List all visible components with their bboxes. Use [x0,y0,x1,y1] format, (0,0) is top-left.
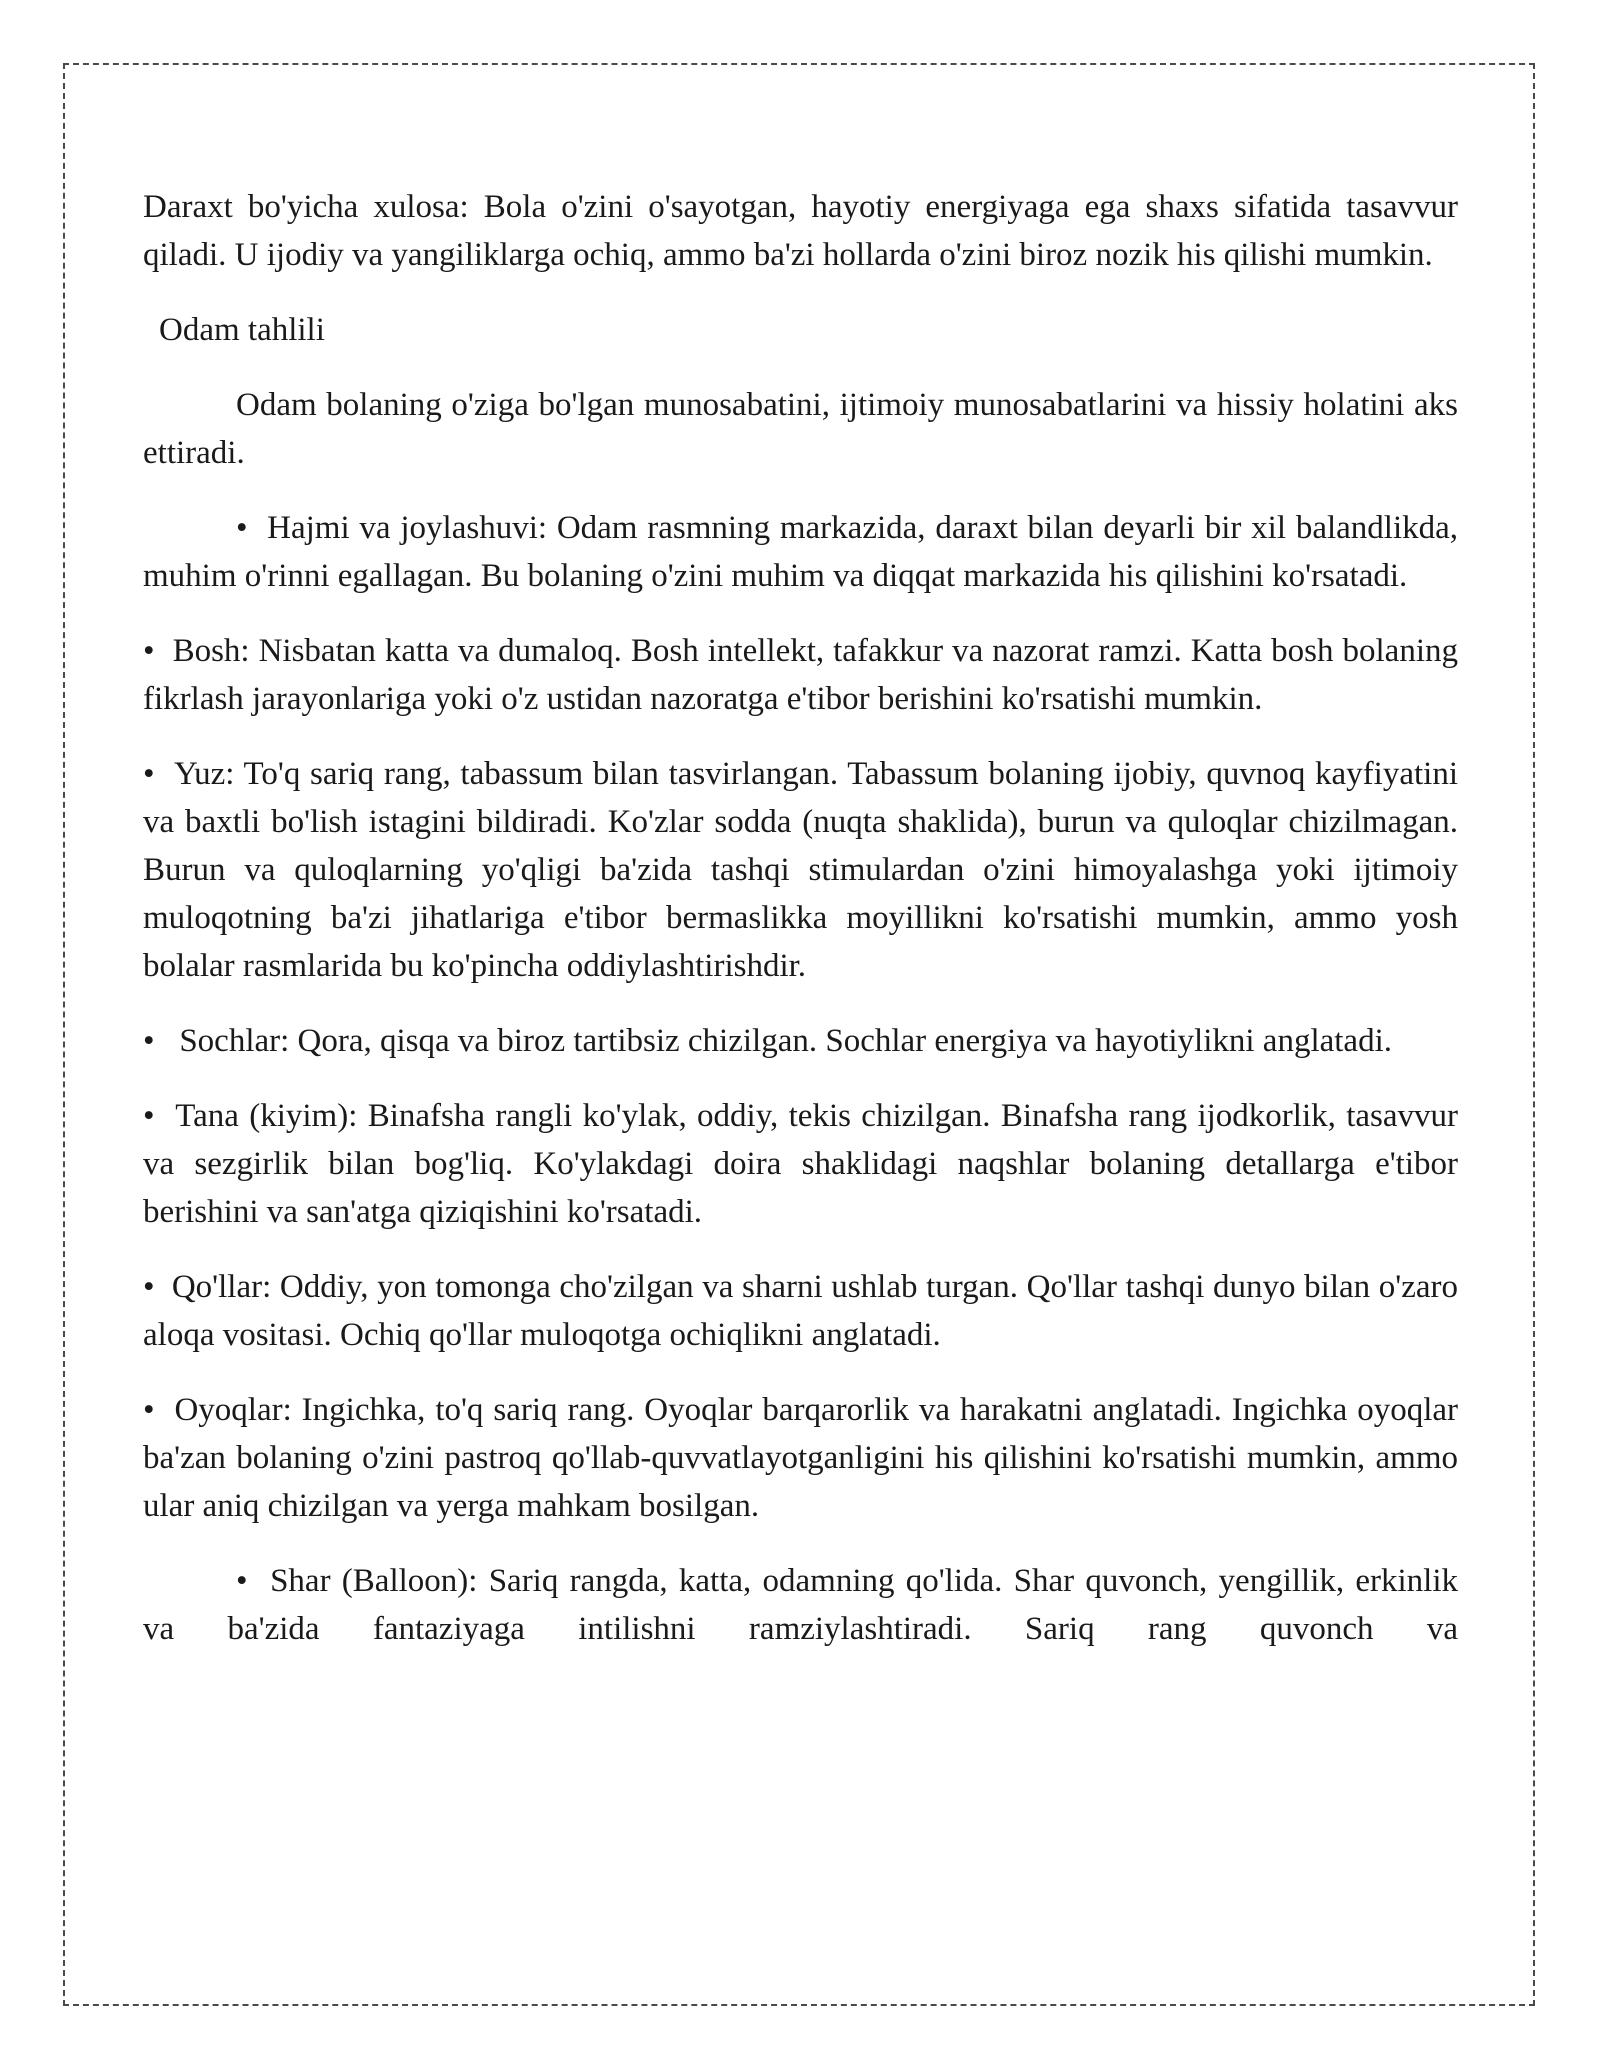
bullet-hair-text: Sochlar: Qora, qisqa va biroz tartibsiz chizilgan. Sochlar energiya va hayotiylikni anglatadi. [179,1023,1392,1059]
bullet-legs [143,1386,1458,1530]
bullet-balloon-text: Shar (Balloon): Sariq rangda, katta, odamning qo'lida. Shar quvonch, yengillik, erkinlik va ba'zida fantaziyaga intilishni ramziylashtiradi. Sariq rang quvonch va [143,1563,1459,1647]
intro-paragraph: Odam bolaning o'ziga bo'lgan munosabatini, ijtimoiy munosabatlarini va hissiy holatini aks ettiradi. [143,387,1458,471]
bullet-balloon [143,1557,1458,1653]
bullet-mark: • [143,1269,155,1305]
bullet-mark: • [143,1098,155,1134]
bullet-size [143,504,1458,600]
bullet-hair [143,1017,1458,1065]
bullet-head [143,627,1458,723]
bullet-size-text: Hajmi va joylashuvi: Odam rasmning markazida, daraxt bilan deyarli bir xil balandlikda, muhim o'rinni egallagan. Bu bolaning o'zini muhim va diqqat markazida his qilishini ko'rsatadi. [143,510,1459,594]
bullet-mark: • [143,756,155,792]
document-body [143,183,1458,1680]
bullet-mark: • [236,510,248,546]
section-heading: Odam tahlili [159,312,325,348]
bullet-face-text: Yuz: To'q sariq rang, tabassum bilan tasvirlangan. Tabassum bolaning ijobiy, quvnoq kayfiyatini va baxtli bo'lish istagini bildiradi. Ko'zlar sodda (nuqta shaklida), burun va quloqlar chizilmagan. Burun va quloqlarning yo'qligi ba'zida tashqi stimulardan o'zini himoyalashga yoki ijtimoiy muloqotning ba'zi jihatlariga e'tibor bermaslikka moyillikni ko'rsatishi mumkin, ammo yosh bolalar rasmlarida bu ko'pincha oddiylashtirishdir. [143,756,1458,984]
bullet-mark: • [236,1563,248,1599]
bullet-hands-text: Qo'llar: Oddiy, yon tomonga cho'zilgan va sharni ushlab turgan. Qo'llar tashqi dunyo bilan o'zaro aloqa vositasi. Ochiq qo'llar muloqotga ochiqlikni anglatadi. [143,1269,1459,1353]
bullet-head-text: Bosh: Nisbatan katta va dumaloq. Bosh intellekt, tafakkur va nazorat ramzi. Katta bosh bolaning fikrlash jarayonlariga yoki o'z ustidan nazoratga e'tibor berishini ko'rsatishi mumkin. [143,633,1458,717]
bullet-face [143,750,1458,990]
bullet-mark: • [143,1023,155,1059]
bullet-hands [143,1263,1458,1359]
bullet-legs-text: Oyoqlar: Ingichka, to'q sariq rang. Oyoqlar barqarorlik va harakatni anglatadi. Ingichka oyoqlar ba'zan bolaning o'zini pastroq qo'llab-quvvatlayotganligini his qilishini ko'rsatishi mumkin, ammo ular aniq chizilgan va yerga mahkam bosilgan. [143,1392,1458,1524]
bullet-mark: • [143,633,155,669]
bullet-body [143,1092,1458,1236]
conclusion-paragraph: Daraxt bo'yicha xulosa: Bola o'zini o'sayotgan, hayotiy energiyaga ega shaxs sifatida tasavvur qiladi. U ijodiy va yangiliklarga ochiq, ammo ba'zi hollarda o'zini biroz nozik his qilishi mumkin. [143,189,1458,273]
bullet-mark: • [143,1392,155,1428]
bullet-body-text: Tana (kiyim): Binafsha rangli ko'ylak, oddiy, tekis chizilgan. Binafsha rang ijodkorlik, tasavvur va sezgirlik bilan bog'liq. Ko'ylakdagi doira shaklidagi naqshlar bolaning detallarga e'tibor berishini va san'atga qiziqishini ko'rsatadi. [143,1098,1458,1230]
